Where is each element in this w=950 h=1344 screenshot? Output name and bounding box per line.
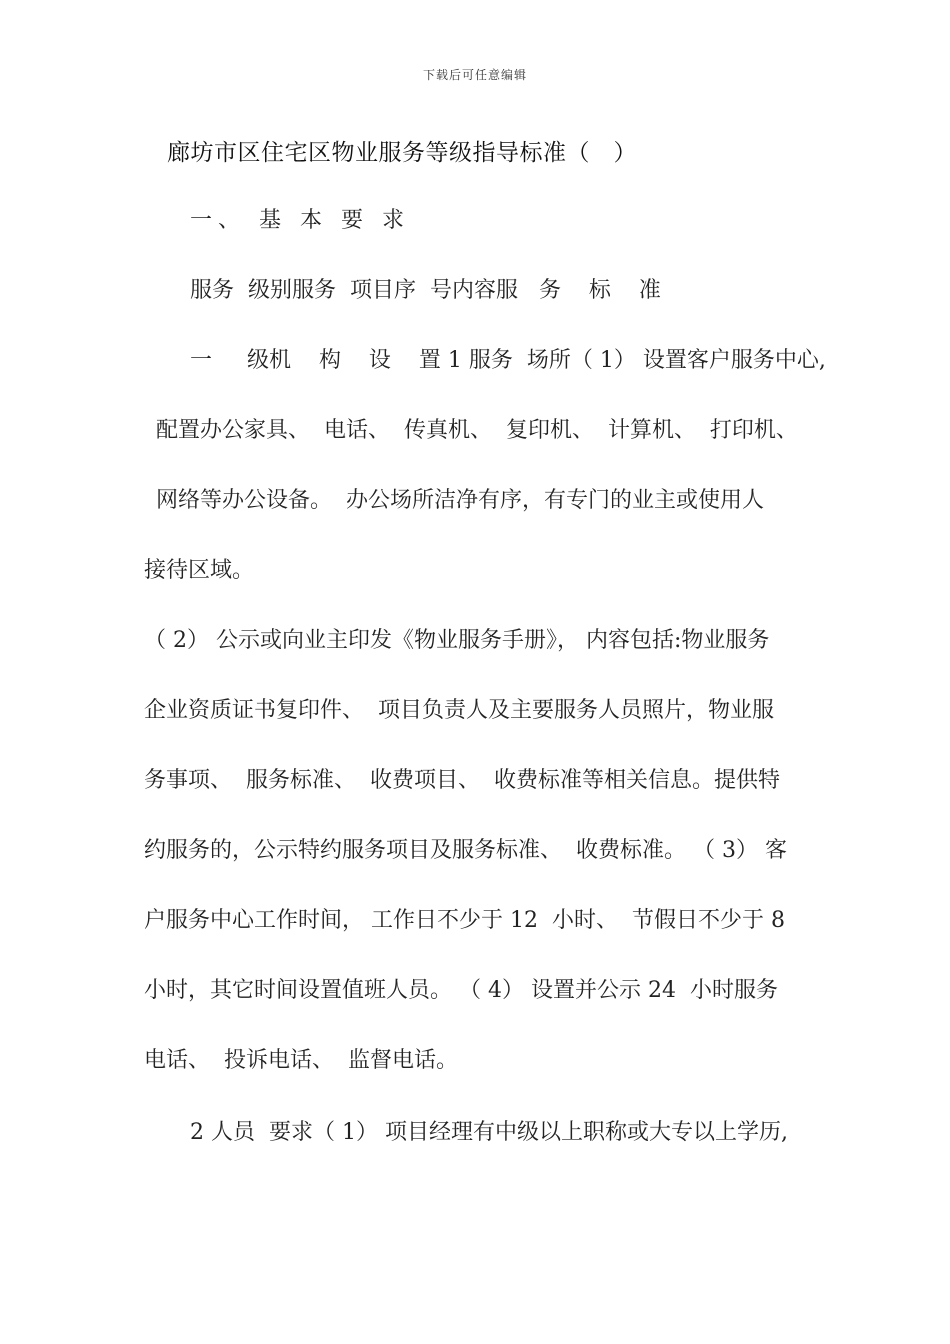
body-line: 企业资质证书复印件、 项目负责人及主要服务人员照片，物业服 xyxy=(144,698,774,723)
table-header-line: 服务 级别服务 项目序 号内容服 务 标 准 xyxy=(190,278,661,303)
section-heading: 一、 基 本 要 求 xyxy=(190,208,410,233)
body-line: 户服务中心工作时间， 工作日不少于 12 小时、 节假日不少于 8 xyxy=(144,908,785,933)
body-line: 网络等办公设备。 办公场所洁净有序，有专门的业主或使用人 xyxy=(156,488,764,513)
body-line: 配置办公家具、 电话、 传真机、 复印机、 计算机、 打印机、 xyxy=(156,418,798,443)
body-line: 一 级机 构 设 置 1 服务 场所（ 1） 设置客户服务中心, xyxy=(190,348,826,373)
body-line: 务事项、 服务标准、 收费项目、 收费标准等相关信息。提供特 xyxy=(144,768,780,793)
header-note: 下载后可任意编辑 xyxy=(422,68,527,82)
body-line: 接待区域。 xyxy=(144,558,255,583)
body-line: 小时，其它时间设置值班人员。 （ 4） 设置并公示 24 小时服务 xyxy=(144,978,778,1003)
body-line: 约服务的，公示特约服务项目及服务标准、 收费标准。 （ 3） 客 xyxy=(144,838,787,863)
body-line: 2 人员 要求（ 1） 项目经理有中级以上职称或大专以上学历, xyxy=(190,1120,788,1145)
body-line: 电话、 投诉电话、 监督电话。 xyxy=(144,1048,458,1073)
document-title: 廊坊市区住宅区物业服务等级指导标准（ ） xyxy=(167,140,637,166)
body-line: （ 2） 公示或向业主印发《物业服务手册》， 内容包括:物业服务 xyxy=(144,628,770,653)
